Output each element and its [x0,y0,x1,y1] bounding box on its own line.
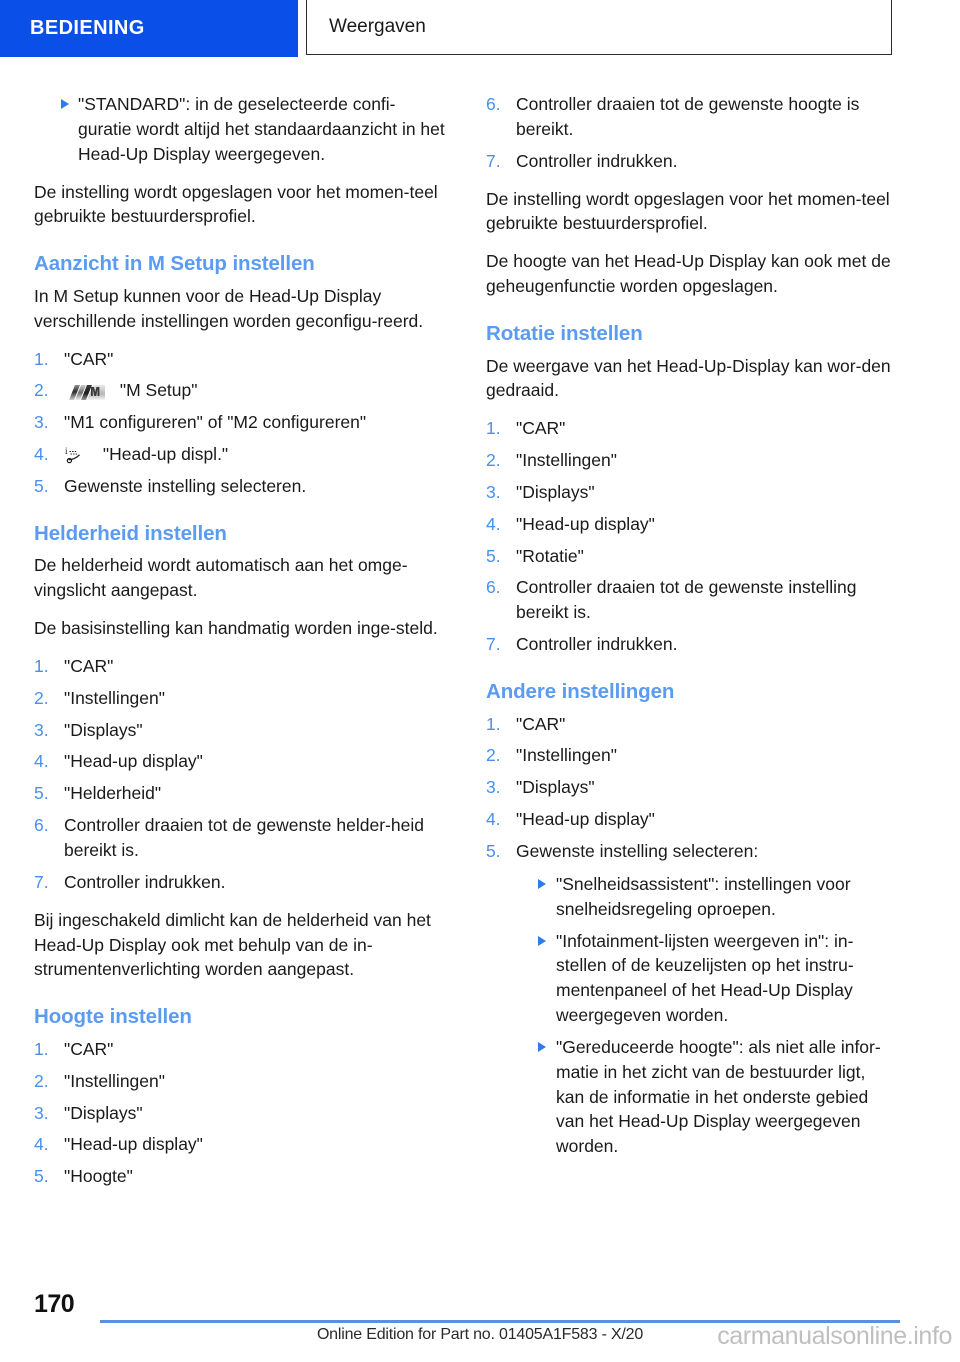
step-text: Gewenste instelling selecteren: [516,840,759,861]
list-item [486,416,898,441]
list-item [34,1069,446,1094]
step-text: "Head-up displ." [102,444,229,465]
step-number: 2. [486,450,501,471]
list-item [486,92,898,142]
sub-bullet-list-andere [516,872,898,1159]
step-text: Controller draaien tot de gewenste instelling bereikt is. [516,577,857,623]
step-text: "Head-up display" [64,1134,203,1155]
step-text: "Head-up display" [64,751,203,772]
footer-edition-note: Online Edition for Part no. 01405A1F583 - X/20 [316,1326,644,1343]
step-number: 5. [34,475,49,496]
step-number: 1. [34,348,49,369]
step-text: "Displays" [516,481,595,502]
step-text: "Instellingen" [64,1070,165,1091]
step-text: Gewenste instelling selecteren. [64,475,307,496]
step-text: "Instellingen" [64,687,165,708]
step-number: 5. [486,545,501,566]
step-text: "Displays" [64,719,143,740]
list-item [486,807,898,832]
right-column [486,92,898,1202]
list-item [34,474,446,499]
page-heading-helderheid: Helderheid instellen [34,521,227,545]
step-number: 3. [34,719,49,740]
m-logo-icon [64,382,106,397]
list-item [34,1101,446,1126]
list-item [516,1035,898,1159]
step-text: Controller indrukken. [516,150,678,171]
header-chapter-tab [0,0,298,57]
step-number: 5. [486,840,501,861]
step-text: "Displays" [516,777,595,798]
step-number: 4. [486,809,501,830]
step-number: 7. [486,634,501,655]
page-number: 170 [34,1290,75,1318]
list-item [34,654,446,679]
step-number: 4. [34,444,49,465]
page-heading-andere-instellingen: Andere instellingen [486,679,675,703]
step-text: "Head-up display" [516,809,655,830]
list-item [34,718,446,743]
step-number: 1. [34,1038,49,1059]
list-item [34,92,446,167]
step-text: "CAR" [516,713,566,734]
step-text: "CAR" [64,348,114,369]
step-number: 2. [486,745,501,766]
step-number: 3. [486,777,501,798]
list-item [34,347,446,372]
step-text: "Instellingen" [516,450,617,471]
paragraph-hoogte-memory: De hoogte van het Head-Up Display kan ook met de geheugenfunctie worden opgeslagen. [486,251,891,297]
left-column [34,92,446,1202]
page-header [0,0,960,62]
step-number: 5. [34,1166,49,1187]
steps-list-hoogte-continued [486,92,898,174]
step-number: 2. [34,380,49,401]
step-number: 3. [34,412,49,433]
step-text: "Instellingen" [516,745,617,766]
step-text: "Head-up display" [516,513,655,534]
header-chapter-label: BEDIENING [30,17,145,39]
paragraph-helderheid-2: De basisinstelling kan handmatig worden inge-steld. [34,618,438,639]
step-number: 4. [34,1134,49,1155]
list-item-text: "STANDARD": in de geselecteerde confi-guratie wordt altijd het standaardaanzicht in het Head-Up Display weergegeven. [78,94,445,164]
paragraph-helderheid-1: De helderheid wordt automatisch aan het omge-vingslicht aangepast. [34,555,408,601]
page-heading-rotatie: Rotatie instellen [486,321,643,345]
step-text: "Rotatie" [516,545,584,566]
page-heading-aanzicht-m-setup: Aanzicht in M Setup instellen [34,252,315,276]
list-item [34,781,446,806]
list-item [34,410,446,435]
triangle-bullet-icon [538,1042,546,1052]
list-item [486,575,898,625]
step-text: "M1 configureren" of "M2 configureren" [64,412,367,433]
list-item [486,632,898,657]
step-text: Controller draaien tot de gewenste hoogte is bereikt. [516,94,860,139]
steps-list-aanzicht [34,347,446,499]
list-item [486,448,898,473]
intro-bullet-list [34,92,446,167]
list-item [486,775,898,800]
step-number: 4. [486,513,501,534]
step-text: "CAR" [64,655,114,676]
step-text: "Helderheid" [64,783,162,804]
triangle-bullet-icon [538,879,546,889]
header-section-label: Weergaven [329,16,426,37]
paragraph-hoogte-saved: De instelling wordt opgeslagen voor het momen-teel gebruikte bestuurdersprofiel. [486,188,890,234]
steps-list-rotatie [486,416,898,657]
step-number: 3. [486,481,501,502]
list-item [34,870,446,895]
list-item [486,712,898,737]
list-item [486,544,898,569]
list-item [34,378,446,403]
list-item [34,442,446,467]
list-item-text: "Snelheidsassistent": instellingen voor snelheidsregeling oproepen. [556,873,851,919]
step-number: 6. [486,94,501,114]
content-columns [0,92,960,1202]
step-number: 6. [486,577,501,598]
paragraph-aanzicht-intro: In M Setup kunnen voor de Head-Up Display verschillende instellingen worden geconfigu-reerd. [34,285,424,331]
head-up-display-icon [64,446,92,465]
paragraph-helderheid-3: Bij ingeschakeld dimlicht kan de helderheid van het Head-Up Display ook met behulp van de in-strumentenverlichting worden aangepast. [34,909,431,980]
step-number: 7. [34,871,49,892]
steps-list-hoogte [34,1037,446,1189]
step-text: "Hoogte" [64,1166,133,1187]
step-text: "CAR" [516,418,566,439]
list-item [34,1164,446,1189]
list-item-text: "Infotainment-lijsten weergeven in": in-stellen of de keuzelijsten op het instru-mentenpaneel of het Head-Up Display weergegeven worden. [556,930,854,1026]
step-text: "M Setup" [119,380,198,401]
step-text: Controller draaien tot de gewenste helder-heid bereikt is. [64,815,424,860]
step-number: 3. [34,1102,49,1123]
list-item [486,149,898,174]
step-text: Controller indrukken. [64,871,226,892]
step-number: 4. [34,751,49,772]
step-text: "CAR" [64,1038,114,1059]
step-text: Controller indrukken. [516,634,678,655]
page-footer [0,1282,960,1362]
triangle-bullet-icon [538,936,546,946]
steps-list-helderheid [34,654,446,895]
triangle-bullet-icon [61,99,69,109]
step-number: 6. [34,815,49,836]
page-heading-hoogte: Hoogte instellen [34,1005,192,1029]
list-item-text: "Gereduceerde hoogte": als niet alle infor-matie in het zicht van de bestuurder ligt, kan de informatie in het onderste gebied van het Head-Up Display weergegeven worden. [556,1036,881,1157]
list-item [34,749,446,774]
list-item [486,512,898,537]
steps-list-andere [486,712,898,1160]
list-item [486,743,898,768]
list-item [516,872,898,922]
step-number: 1. [34,655,49,676]
header-section-box [306,0,892,55]
step-number: 2. [34,687,49,708]
site-watermark: carmanualsonline.info [717,1322,952,1350]
step-number: 2. [34,1070,49,1091]
step-number: 1. [486,713,501,734]
list-item [486,480,898,505]
list-item [34,813,446,863]
list-item [34,1037,446,1062]
list-item [516,929,898,1028]
step-number: 1. [486,418,501,439]
svg-text:i: i [65,446,68,457]
paragraph-rotatie-intro: De weergave van het Head-Up-Display kan wor-den gedraaid. [486,355,891,401]
step-number: 5. [34,783,49,804]
list-item [34,1132,446,1157]
step-number: 7. [486,150,501,171]
list-item [34,686,446,711]
list-item [486,839,898,1159]
intro-paragraph: De instelling wordt opgeslagen voor het momen-teel gebruikte bestuurdersprofiel. [34,181,438,227]
step-text: "Displays" [64,1102,143,1123]
